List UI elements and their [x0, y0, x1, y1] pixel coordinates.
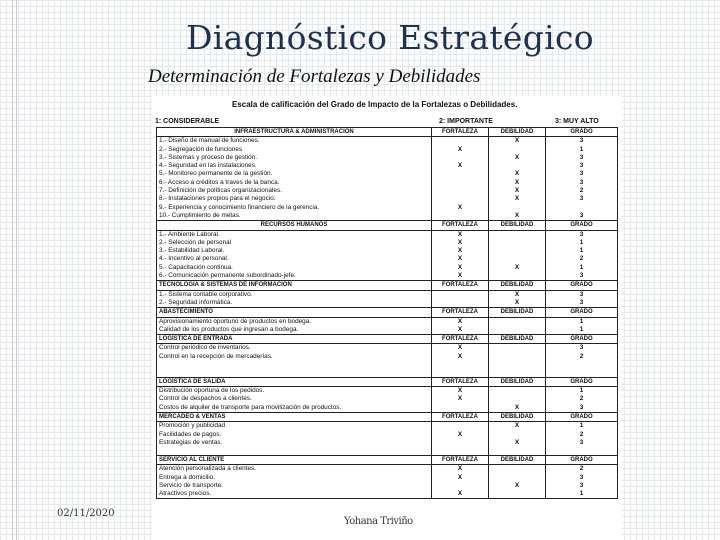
- fortaleza-mark: [432, 137, 489, 146]
- debilidad-mark: [489, 465, 546, 474]
- row-item: 6.- Comunicación permanente subordinado-jefe.: [157, 272, 432, 281]
- grado-value: 2: [546, 395, 618, 403]
- section-header: [157, 128, 618, 137]
- grado-value: 1: [546, 490, 618, 499]
- grado-value: 3: [546, 344, 618, 353]
- fortaleza-mark: X: [432, 395, 489, 403]
- table-row: [157, 326, 618, 335]
- fortaleza-mark: [432, 179, 489, 187]
- fortaleza-mark: X: [432, 247, 489, 255]
- grado-value: 2: [546, 353, 618, 361]
- row-item: 4.- Incentivo al personal.: [157, 255, 432, 263]
- fortaleza-mark: X: [432, 264, 489, 272]
- table-row: [157, 195, 618, 203]
- debilidad-mark: X: [489, 422, 546, 431]
- table-row: [157, 137, 618, 146]
- debilidad-header: DEBILIDAD: [489, 128, 546, 137]
- fortaleza-mark: X: [432, 317, 489, 326]
- row-item: 5.- Monitoreo permanente de la gestión.: [157, 170, 432, 178]
- row-item: 8.- Instalaciones propios para el negocio.: [157, 195, 432, 203]
- fortaleza-mark: [432, 447, 489, 455]
- table-row: [157, 422, 618, 431]
- grado-header: GRADO: [546, 413, 618, 422]
- fortaleza-mark: X: [432, 344, 489, 353]
- debilidad-mark: [489, 387, 546, 396]
- debilidad-header: DEBILIDAD: [489, 281, 546, 290]
- table-row: [157, 212, 618, 221]
- fortaleza-mark: X: [432, 465, 489, 474]
- row-item: Control periódico de inventarios.: [157, 344, 432, 353]
- table-row: [157, 272, 618, 281]
- fortaleza-mark: X: [432, 146, 489, 154]
- table-row: [157, 474, 618, 482]
- grado-header: GRADO: [546, 335, 618, 344]
- fortaleza-mark: X: [432, 353, 489, 361]
- row-item: 2.- Seguridad informática.: [157, 299, 432, 308]
- debilidad-mark: [489, 474, 546, 482]
- section-header: [157, 281, 618, 290]
- grado-value: 1: [546, 326, 618, 335]
- grado-value: 1: [546, 422, 618, 431]
- fortaleza-mark: X: [432, 431, 489, 439]
- section-name: ABASTECIMIENTO: [157, 308, 432, 317]
- grado-value: [546, 447, 618, 455]
- debilidad-mark: [489, 326, 546, 335]
- debilidad-mark: [489, 431, 546, 439]
- grado-value: 2: [546, 187, 618, 195]
- table-row: [157, 187, 618, 195]
- section-header: [157, 455, 618, 464]
- section-header: [157, 335, 618, 344]
- debilidad-mark: X: [489, 170, 546, 178]
- fortaleza-header: FORTALEZA: [432, 281, 489, 290]
- table-row: [157, 255, 618, 263]
- grado-value: 1: [546, 264, 618, 272]
- grado-value: 3: [546, 482, 618, 490]
- debilidad-mark: [489, 361, 546, 369]
- debilidad-header: DEBILIDAD: [489, 413, 546, 422]
- footer-author: Yohana Triviño: [344, 516, 413, 527]
- section-name: SERVICIO AL CLIENTE: [157, 455, 432, 464]
- grado-value: 3: [546, 162, 618, 170]
- section-name: INFRAESTRUCTURA & ADMINISTRACIÓN: [157, 128, 432, 137]
- row-item: 1.- Diseño de manual de funciones.: [157, 137, 432, 146]
- grado-value: 2: [546, 255, 618, 263]
- table-row: [157, 230, 618, 239]
- table-row: [157, 387, 618, 396]
- row-item: 2.- Selección de personal: [157, 239, 432, 247]
- row-item: Atractivos precios.: [157, 490, 432, 499]
- debilidad-mark: X: [489, 264, 546, 272]
- section-name: TECNOLOGIA & SISTEMAS DE INFORMACIÓN: [157, 281, 432, 290]
- fortaleza-mark: [432, 439, 489, 447]
- table-row: [157, 395, 618, 403]
- debilidad-mark: X: [489, 299, 546, 308]
- grado-value: [546, 204, 618, 212]
- row-item: 1.- Sistema contable corporativo.: [157, 290, 432, 299]
- table-row: [157, 482, 618, 490]
- row-item: [157, 369, 432, 377]
- fortaleza-header: FORTALEZA: [432, 221, 489, 230]
- section-name: LOGÍSTICA DE SALIDA: [157, 377, 432, 386]
- debilidad-header: DEBILIDAD: [489, 455, 546, 464]
- debilidad-mark: [489, 353, 546, 361]
- grado-header: GRADO: [546, 308, 618, 317]
- grado-value: 3: [546, 154, 618, 162]
- row-item: Facilidades de pagos.: [157, 431, 432, 439]
- section-name: LOGÍSTICA DE ENTRADA: [157, 335, 432, 344]
- fortaleza-header: FORTALEZA: [432, 377, 489, 386]
- debilidad-mark: [489, 490, 546, 499]
- grado-value: [546, 361, 618, 369]
- debilidad-mark: X: [489, 187, 546, 195]
- section-name: RECURSOS HUMANOS: [157, 221, 432, 230]
- debilidad-mark: X: [489, 195, 546, 203]
- grado-value: [546, 369, 618, 377]
- fortaleza-mark: [432, 299, 489, 308]
- fortaleza-mark: X: [432, 255, 489, 263]
- grado-value: 3: [546, 179, 618, 187]
- row-item: [157, 447, 432, 455]
- debilidad-mark: X: [489, 482, 546, 490]
- row-item: 7.- Definición de políticas organizacionales.: [157, 187, 432, 195]
- row-item: [157, 361, 432, 369]
- grado-value: 2: [546, 465, 618, 474]
- scanned-table-image: [152, 96, 622, 540]
- debilidad-mark: X: [489, 212, 546, 221]
- row-item: 5.- Capacitación continua.: [157, 264, 432, 272]
- grado-value: 3: [546, 195, 618, 203]
- grado-value: 3: [546, 137, 618, 146]
- section-header: [157, 413, 618, 422]
- table-row: [157, 247, 618, 255]
- fortaleza-mark: X: [432, 326, 489, 335]
- grado-header: GRADO: [546, 281, 618, 290]
- debilidad-mark: [489, 146, 546, 154]
- grado-value: 3: [546, 299, 618, 308]
- table-row: [157, 404, 618, 413]
- fortaleza-mark: [432, 404, 489, 413]
- fortaleza-mark: X: [432, 230, 489, 239]
- grado-value: 3: [546, 212, 618, 221]
- scale-muy-alto: 3: MUY ALTO: [555, 118, 599, 125]
- row-item: Calidad de los productos que ingresan a bodega.: [157, 326, 432, 335]
- fortaleza-mark: [432, 369, 489, 377]
- table-row: [157, 290, 618, 299]
- table-row: [157, 154, 618, 162]
- fortaleza-mark: [432, 212, 489, 221]
- row-item: Promoción y publicidad: [157, 422, 432, 431]
- table-row: [157, 447, 618, 455]
- table-row: [157, 146, 618, 154]
- row-item: Entrega a domicilio.: [157, 474, 432, 482]
- table-row: [157, 264, 618, 272]
- row-item: Control de despachos a clientes.: [157, 395, 432, 403]
- row-item: 2.- Segregación de funciones: [157, 146, 432, 154]
- table-row: [157, 490, 618, 499]
- row-item: 9.- Experiencia y conocimiento financiero de la gerencia.: [157, 204, 432, 212]
- grado-header: GRADO: [546, 377, 618, 386]
- table-row: [157, 344, 618, 353]
- fortaleza-header: FORTALEZA: [432, 308, 489, 317]
- left-border-ornament: [12, 0, 17, 540]
- debilidad-mark: [489, 272, 546, 281]
- fortaleza-mark: X: [432, 490, 489, 499]
- table-row: [157, 162, 618, 170]
- table-row: [157, 439, 618, 447]
- table-row: [157, 353, 618, 361]
- fortaleza-header: FORTALEZA: [432, 455, 489, 464]
- grado-value: 3: [546, 404, 618, 413]
- scale-considerable: 1: CONSIDERABLE: [155, 118, 220, 125]
- debilidad-mark: [489, 317, 546, 326]
- slide-title: Diagnóstico Estratégico: [186, 18, 594, 57]
- grado-value: 3: [546, 290, 618, 299]
- row-item: 3.- Sistemas y proceso de gestión.: [157, 154, 432, 162]
- row-item: 3.- Estabilidad Laboral.: [157, 247, 432, 255]
- debilidad-header: DEBILIDAD: [489, 335, 546, 344]
- table-row: [157, 239, 618, 247]
- grado-value: 3: [546, 272, 618, 281]
- row-item: 10.- Cumplimiento de metas.: [157, 212, 432, 221]
- fortaleza-mark: [432, 482, 489, 490]
- debilidad-mark: X: [489, 179, 546, 187]
- debilidad-mark: [489, 447, 546, 455]
- row-item: 6.- Acceso a créditos a traves de la banca.: [157, 179, 432, 187]
- row-item: Distribución oportuna de los pedidos.: [157, 387, 432, 396]
- fortaleza-header: FORTALEZA: [432, 335, 489, 344]
- fortaleza-mark: [432, 422, 489, 431]
- debilidad-mark: [489, 344, 546, 353]
- section-name: MERCADEO & VENTAS: [157, 413, 432, 422]
- grado-value: 1: [546, 387, 618, 396]
- section-header: [157, 377, 618, 386]
- grado-value: 1: [546, 239, 618, 247]
- table-row: [157, 369, 618, 377]
- fortaleza-header: FORTALEZA: [432, 128, 489, 137]
- debilidad-mark: [489, 230, 546, 239]
- grado-value: 3: [546, 170, 618, 178]
- fortaleza-mark: [432, 361, 489, 369]
- debilidad-mark: [489, 255, 546, 263]
- fortaleza-mark: X: [432, 239, 489, 247]
- debilidad-mark: [489, 395, 546, 403]
- grado-value: 1: [546, 146, 618, 154]
- table-row: [157, 431, 618, 439]
- scale-title: Escala de calificación del Grado de Impacto de la Fortalezas o Debilidades.: [232, 100, 518, 109]
- scale-importante: 2: IMPORTANTE: [439, 118, 493, 125]
- fortaleza-mark: X: [432, 272, 489, 281]
- grado-value: 3: [546, 474, 618, 482]
- grado-value: 1: [546, 317, 618, 326]
- table-row: [157, 170, 618, 178]
- row-item: Estrategias de ventas.: [157, 439, 432, 447]
- debilidad-mark: [489, 239, 546, 247]
- debilidad-mark: [489, 204, 546, 212]
- fortaleza-header: FORTALEZA: [432, 413, 489, 422]
- row-item: 4.- Seguridad en las instalaciones.: [157, 162, 432, 170]
- row-item: Costos de alquiler de transporte para movilización de productos.: [157, 404, 432, 413]
- debilidad-mark: X: [489, 290, 546, 299]
- fortaleza-mark: X: [432, 204, 489, 212]
- debilidad-mark: X: [489, 404, 546, 413]
- row-item: Control en la recepción de mercaderías.: [157, 353, 432, 361]
- grado-header: GRADO: [546, 455, 618, 464]
- grado-value: 1: [546, 247, 618, 255]
- debilidad-mark: X: [489, 137, 546, 146]
- section-header: [157, 308, 618, 317]
- table-row: [157, 299, 618, 308]
- section-header: [157, 221, 618, 230]
- debilidad-mark: [489, 247, 546, 255]
- debilidad-mark: X: [489, 154, 546, 162]
- slide-subtitle: Determinación de Fortalezas y Debilidades: [148, 66, 481, 87]
- grado-value: 3: [546, 439, 618, 447]
- fortaleza-mark: [432, 290, 489, 299]
- fortaleza-mark: [432, 195, 489, 203]
- table-row: [157, 204, 618, 212]
- table-row: [157, 361, 618, 369]
- row-item: 1.- Ambiente Laboral.: [157, 230, 432, 239]
- grado-header: GRADO: [546, 128, 618, 137]
- row-item: Servicio de transporte.: [157, 482, 432, 490]
- debilidad-mark: X: [489, 439, 546, 447]
- table-row: [157, 465, 618, 474]
- fortaleza-mark: X: [432, 474, 489, 482]
- fortaleza-mark: X: [432, 387, 489, 396]
- diagnostic-table: [156, 127, 618, 499]
- table-row: [157, 179, 618, 187]
- grado-value: 2: [546, 431, 618, 439]
- debilidad-header: DEBILIDAD: [489, 221, 546, 230]
- table-row: [157, 317, 618, 326]
- footer-date: 02/11/2020: [57, 508, 115, 519]
- row-item: Aprovisionamiento oportuno de productos en bodega.: [157, 317, 432, 326]
- debilidad-mark: [489, 162, 546, 170]
- fortaleza-mark: [432, 170, 489, 178]
- debilidad-mark: [489, 369, 546, 377]
- fortaleza-mark: X: [432, 162, 489, 170]
- fortaleza-mark: [432, 187, 489, 195]
- debilidad-header: DEBILIDAD: [489, 377, 546, 386]
- debilidad-header: DEBILIDAD: [489, 308, 546, 317]
- grado-header: GRADO: [546, 221, 618, 230]
- row-item: Atención personalizada a clientes.: [157, 465, 432, 474]
- grado-value: 3: [546, 230, 618, 239]
- fortaleza-mark: [432, 154, 489, 162]
